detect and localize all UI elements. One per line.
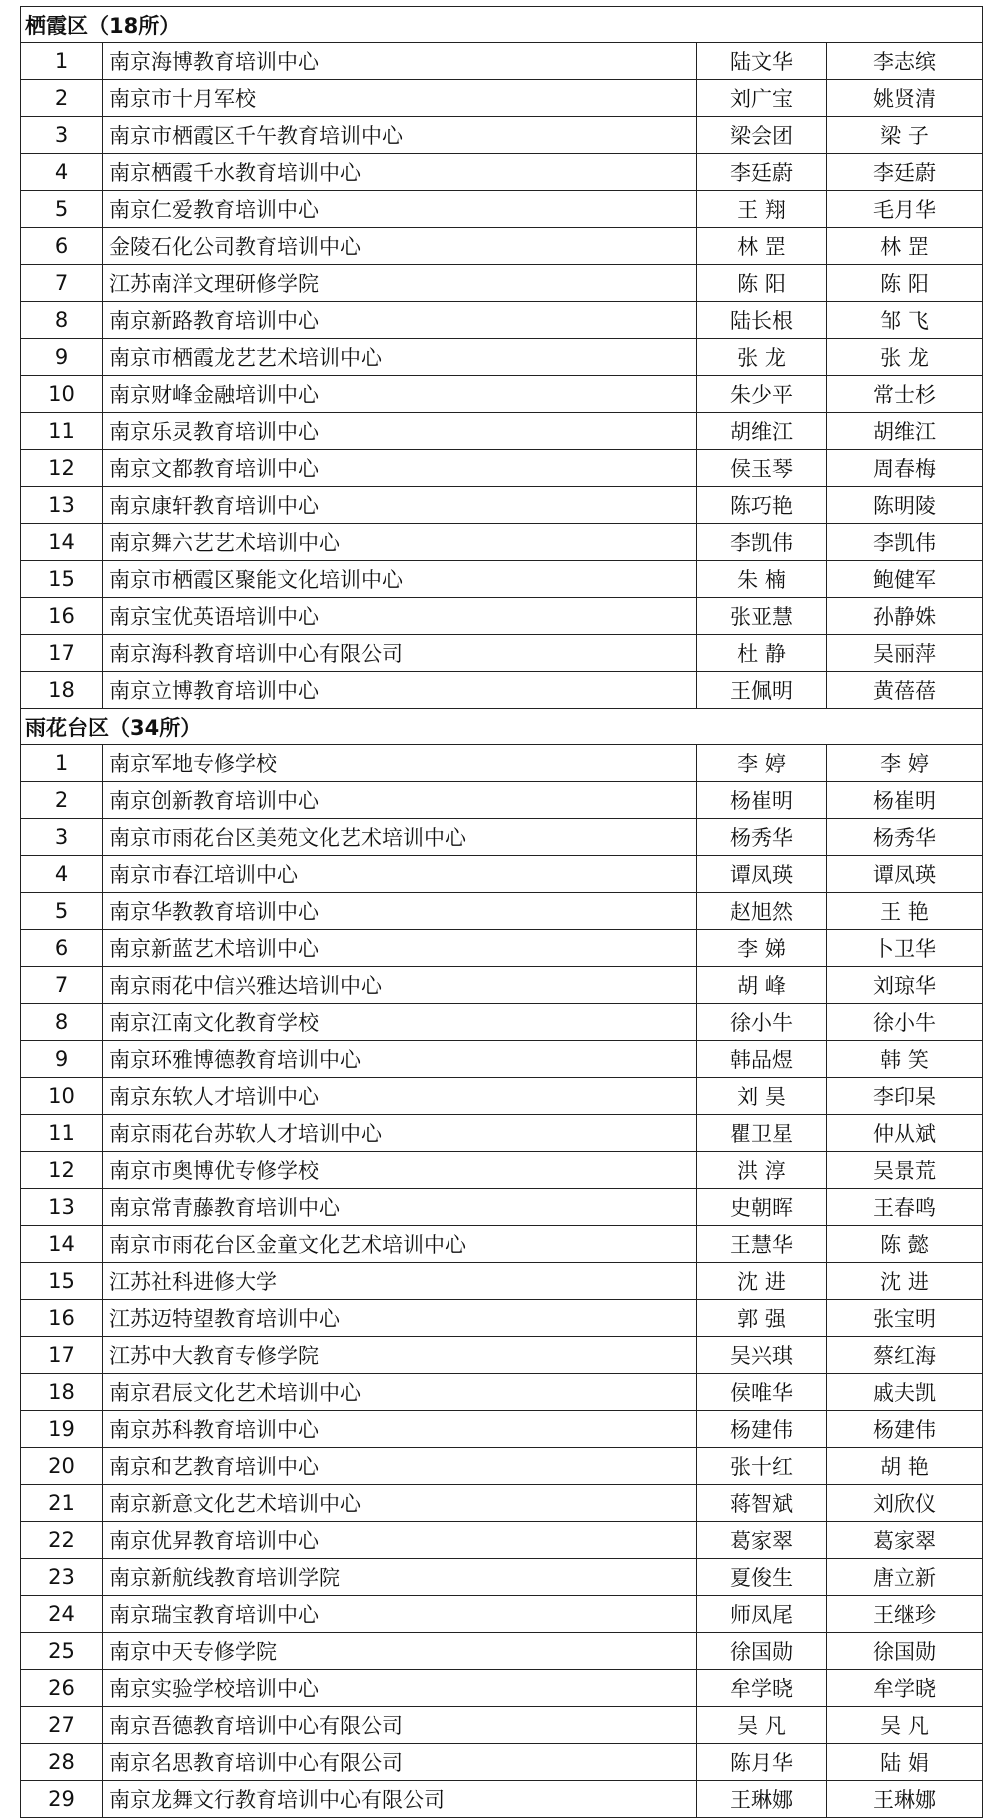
- legal-representative: 沈 进: [697, 1263, 827, 1300]
- table-row: [21, 1707, 983, 1744]
- institution-name: 南京市春江培训中心: [103, 856, 697, 893]
- row-number: 26: [21, 1670, 103, 1707]
- principal: 吴景荒: [827, 1152, 983, 1189]
- principal: 陈 阳: [827, 265, 983, 302]
- row-number: 17: [21, 1337, 103, 1374]
- district-title: 雨花台区（34所）: [21, 709, 983, 745]
- table-row: [21, 1115, 983, 1152]
- legal-representative: 林 罡: [697, 228, 827, 265]
- institution-name: 南京雨花台苏软人才培训中心: [103, 1115, 697, 1152]
- row-number: 2: [21, 80, 103, 117]
- school-table-body: [21, 7, 983, 1818]
- legal-representative: 吴 凡: [697, 1707, 827, 1744]
- legal-representative: 刘 昊: [697, 1078, 827, 1115]
- row-number: 19: [21, 1411, 103, 1448]
- principal: 陈 懿: [827, 1226, 983, 1263]
- table-row: [21, 1448, 983, 1485]
- institution-name: 南京市栖霞区聚能文化培训中心: [103, 561, 697, 598]
- institution-name: 南京龙舞文行教育培训中心有限公司: [103, 1781, 697, 1818]
- principal: 邹 飞: [827, 302, 983, 339]
- legal-representative: 李 婷: [697, 745, 827, 782]
- principal: 周春梅: [827, 450, 983, 487]
- row-number: 14: [21, 1226, 103, 1263]
- institution-name: 南京新路教育培训中心: [103, 302, 697, 339]
- table-row: [21, 1633, 983, 1670]
- principal: 黄蓓蓓: [827, 672, 983, 709]
- legal-representative: 陈巧艳: [697, 487, 827, 524]
- legal-representative: 杨崔明: [697, 782, 827, 819]
- district-header-row: [21, 7, 983, 43]
- legal-representative: 赵旭然: [697, 893, 827, 930]
- principal: 胡 艳: [827, 1448, 983, 1485]
- institution-name: 南京江南文化教育学校: [103, 1004, 697, 1041]
- table-row: [21, 1485, 983, 1522]
- table-row: [21, 745, 983, 782]
- principal: 葛家翠: [827, 1522, 983, 1559]
- institution-name: 南京财峰金融培训中心: [103, 376, 697, 413]
- legal-representative: 张亚慧: [697, 598, 827, 635]
- legal-representative: 陆文华: [697, 43, 827, 80]
- row-number: 10: [21, 376, 103, 413]
- legal-representative: 吴兴琪: [697, 1337, 827, 1374]
- row-number: 9: [21, 1041, 103, 1078]
- table-row: [21, 1337, 983, 1374]
- principal: 杨秀华: [827, 819, 983, 856]
- row-number: 4: [21, 154, 103, 191]
- legal-representative: 瞿卫星: [697, 1115, 827, 1152]
- institution-name: 南京和艺教育培训中心: [103, 1448, 697, 1485]
- principal: 梁 子: [827, 117, 983, 154]
- institution-name: 南京市雨花台区金童文化艺术培训中心: [103, 1226, 697, 1263]
- legal-representative: 张十红: [697, 1448, 827, 1485]
- principal: 徐小牛: [827, 1004, 983, 1041]
- row-number: 11: [21, 1115, 103, 1152]
- institution-name: 南京乐灵教育培训中心: [103, 413, 697, 450]
- row-number: 8: [21, 1004, 103, 1041]
- principal: 杨建伟: [827, 1411, 983, 1448]
- legal-representative: 王慧华: [697, 1226, 827, 1263]
- principal: 林 罡: [827, 228, 983, 265]
- table-row: [21, 376, 983, 413]
- row-number: 20: [21, 1448, 103, 1485]
- principal: 常士杉: [827, 376, 983, 413]
- row-number: 3: [21, 819, 103, 856]
- principal: 胡维江: [827, 413, 983, 450]
- row-number: 28: [21, 1744, 103, 1781]
- institution-name: 南京市栖霞龙艺艺术培训中心: [103, 339, 697, 376]
- principal: 张宝明: [827, 1300, 983, 1337]
- institution-name: 金陵石化公司教育培训中心: [103, 228, 697, 265]
- table-row: [21, 117, 983, 154]
- legal-representative: 韩品煜: [697, 1041, 827, 1078]
- legal-representative: 徐国勋: [697, 1633, 827, 1670]
- legal-representative: 李 娣: [697, 930, 827, 967]
- table-row: [21, 1226, 983, 1263]
- district-title: 栖霞区（18所）: [21, 7, 983, 43]
- institution-name: 南京中天专修学院: [103, 1633, 697, 1670]
- row-number: 29: [21, 1781, 103, 1818]
- table-row: [21, 1004, 983, 1041]
- table-row: [21, 1152, 983, 1189]
- institution-name: 南京舞六艺艺术培训中心: [103, 524, 697, 561]
- institution-name: 南京实验学校培训中心: [103, 1670, 697, 1707]
- principal: 仲从斌: [827, 1115, 983, 1152]
- legal-representative: 侯玉琴: [697, 450, 827, 487]
- legal-representative: 梁会团: [697, 117, 827, 154]
- legal-representative: 葛家翠: [697, 1522, 827, 1559]
- table-row: [21, 635, 983, 672]
- row-number: 1: [21, 745, 103, 782]
- table-row: [21, 413, 983, 450]
- row-number: 8: [21, 302, 103, 339]
- row-number: 27: [21, 1707, 103, 1744]
- principal: 吴 凡: [827, 1707, 983, 1744]
- legal-representative: 胡 峰: [697, 967, 827, 1004]
- row-number: 7: [21, 265, 103, 302]
- legal-representative: 郭 强: [697, 1300, 827, 1337]
- principal: 韩 笑: [827, 1041, 983, 1078]
- row-number: 11: [21, 413, 103, 450]
- row-number: 1: [21, 43, 103, 80]
- principal: 李凯伟: [827, 524, 983, 561]
- principal: 王继珍: [827, 1596, 983, 1633]
- table-row: [21, 80, 983, 117]
- legal-representative: 牟学晓: [697, 1670, 827, 1707]
- institution-name: 南京创新教育培训中心: [103, 782, 697, 819]
- school-table: [20, 6, 983, 1818]
- district-header-row: [21, 709, 983, 745]
- institution-name: 南京康轩教育培训中心: [103, 487, 697, 524]
- legal-representative: 王佩明: [697, 672, 827, 709]
- table-row: [21, 1781, 983, 1818]
- institution-name: 南京新蓝艺术培训中心: [103, 930, 697, 967]
- principal: 刘琼华: [827, 967, 983, 1004]
- principal: 刘欣仪: [827, 1485, 983, 1522]
- principal: 鲍健军: [827, 561, 983, 598]
- institution-name: 南京新意文化艺术培训中心: [103, 1485, 697, 1522]
- table-row: [21, 1744, 983, 1781]
- row-number: 2: [21, 782, 103, 819]
- legal-representative: 刘广宝: [697, 80, 827, 117]
- principal: 李 婷: [827, 745, 983, 782]
- school-list-sheet: [20, 6, 982, 1818]
- principal: 卜卫华: [827, 930, 983, 967]
- institution-name: 南京军地专修学校: [103, 745, 697, 782]
- institution-name: 江苏南洋文理研修学院: [103, 265, 697, 302]
- row-number: 25: [21, 1633, 103, 1670]
- row-number: 12: [21, 450, 103, 487]
- institution-name: 江苏中大教育专修学院: [103, 1337, 697, 1374]
- legal-representative: 徐小牛: [697, 1004, 827, 1041]
- legal-representative: 陈 阳: [697, 265, 827, 302]
- table-row: [21, 154, 983, 191]
- row-number: 12: [21, 1152, 103, 1189]
- legal-representative: 杨秀华: [697, 819, 827, 856]
- table-row: [21, 1078, 983, 1115]
- principal: 陈明陵: [827, 487, 983, 524]
- principal: 孙静姝: [827, 598, 983, 635]
- table-row: [21, 930, 983, 967]
- table-row: [21, 1263, 983, 1300]
- legal-representative: 蒋智斌: [697, 1485, 827, 1522]
- principal: 戚夫凯: [827, 1374, 983, 1411]
- institution-name: 南京栖霞千水教育培训中心: [103, 154, 697, 191]
- table-row: [21, 1596, 983, 1633]
- table-row: [21, 967, 983, 1004]
- institution-name: 南京苏科教育培训中心: [103, 1411, 697, 1448]
- principal: 徐国勋: [827, 1633, 983, 1670]
- legal-representative: 张 龙: [697, 339, 827, 376]
- row-number: 10: [21, 1078, 103, 1115]
- institution-name: 南京瑞宝教育培训中心: [103, 1596, 697, 1633]
- principal: 唐立新: [827, 1559, 983, 1596]
- legal-representative: 朱少平: [697, 376, 827, 413]
- legal-representative: 陆长根: [697, 302, 827, 339]
- institution-name: 南京市奥博优专修学校: [103, 1152, 697, 1189]
- principal: 李印杲: [827, 1078, 983, 1115]
- row-number: 13: [21, 487, 103, 524]
- table-row: [21, 265, 983, 302]
- institution-name: 南京常青藤教育培训中心: [103, 1189, 697, 1226]
- legal-representative: 胡维江: [697, 413, 827, 450]
- legal-representative: 洪 淳: [697, 1152, 827, 1189]
- institution-name: 南京雨花中信兴雅达培训中心: [103, 967, 697, 1004]
- row-number: 3: [21, 117, 103, 154]
- table-row: [21, 1411, 983, 1448]
- principal: 王 艳: [827, 893, 983, 930]
- row-number: 15: [21, 1263, 103, 1300]
- principal: 谭凤瑛: [827, 856, 983, 893]
- table-row: [21, 487, 983, 524]
- legal-representative: 师凤尾: [697, 1596, 827, 1633]
- principal: 张 龙: [827, 339, 983, 376]
- row-number: 5: [21, 191, 103, 228]
- institution-name: 江苏迈特望教育培训中心: [103, 1300, 697, 1337]
- table-row: [21, 1522, 983, 1559]
- legal-representative: 谭凤瑛: [697, 856, 827, 893]
- institution-name: 南京东软人才培训中心: [103, 1078, 697, 1115]
- principal: 王春鸣: [827, 1189, 983, 1226]
- principal: 蔡红海: [827, 1337, 983, 1374]
- table-row: [21, 228, 983, 265]
- row-number: 18: [21, 1374, 103, 1411]
- table-row: [21, 782, 983, 819]
- table-row: [21, 819, 983, 856]
- legal-representative: 侯唯华: [697, 1374, 827, 1411]
- legal-representative: 李凯伟: [697, 524, 827, 561]
- institution-name: 南京吾德教育培训中心有限公司: [103, 1707, 697, 1744]
- row-number: 6: [21, 228, 103, 265]
- row-number: 16: [21, 1300, 103, 1337]
- table-row: [21, 302, 983, 339]
- row-number: 9: [21, 339, 103, 376]
- row-number: 16: [21, 598, 103, 635]
- principal: 王琳娜: [827, 1781, 983, 1818]
- principal: 陆 娟: [827, 1744, 983, 1781]
- table-row: [21, 1670, 983, 1707]
- row-number: 22: [21, 1522, 103, 1559]
- row-number: 4: [21, 856, 103, 893]
- principal: 沈 进: [827, 1263, 983, 1300]
- institution-name: 江苏社科进修大学: [103, 1263, 697, 1300]
- institution-name: 南京优昇教育培训中心: [103, 1522, 697, 1559]
- row-number: 24: [21, 1596, 103, 1633]
- row-number: 13: [21, 1189, 103, 1226]
- row-number: 15: [21, 561, 103, 598]
- table-row: [21, 561, 983, 598]
- legal-representative: 朱 楠: [697, 561, 827, 598]
- principal: 吴丽萍: [827, 635, 983, 672]
- legal-representative: 杨建伟: [697, 1411, 827, 1448]
- legal-representative: 王 翔: [697, 191, 827, 228]
- row-number: 21: [21, 1485, 103, 1522]
- table-row: [21, 672, 983, 709]
- institution-name: 南京海博教育培训中心: [103, 43, 697, 80]
- table-row: [21, 1559, 983, 1596]
- table-row: [21, 1300, 983, 1337]
- table-row: [21, 1041, 983, 1078]
- institution-name: 南京文都教育培训中心: [103, 450, 697, 487]
- institution-name: 南京市雨花台区美苑文化艺术培训中心: [103, 819, 697, 856]
- principal: 牟学晓: [827, 1670, 983, 1707]
- legal-representative: 夏俊生: [697, 1559, 827, 1596]
- principal: 李志缤: [827, 43, 983, 80]
- legal-representative: 陈月华: [697, 1744, 827, 1781]
- legal-representative: 史朝晖: [697, 1189, 827, 1226]
- principal: 杨崔明: [827, 782, 983, 819]
- institution-name: 南京环雅博德教育培训中心: [103, 1041, 697, 1078]
- row-number: 23: [21, 1559, 103, 1596]
- principal: 毛月华: [827, 191, 983, 228]
- principal: 姚贤清: [827, 80, 983, 117]
- institution-name: 南京君辰文化艺术培训中心: [103, 1374, 697, 1411]
- institution-name: 南京仁爱教育培训中心: [103, 191, 697, 228]
- institution-name: 南京宝优英语培训中心: [103, 598, 697, 635]
- table-row: [21, 43, 983, 80]
- institution-name: 南京立博教育培训中心: [103, 672, 697, 709]
- legal-representative: 王琳娜: [697, 1781, 827, 1818]
- row-number: 6: [21, 930, 103, 967]
- legal-representative: 李廷蔚: [697, 154, 827, 191]
- table-row: [21, 856, 983, 893]
- row-number: 18: [21, 672, 103, 709]
- institution-name: 南京名思教育培训中心有限公司: [103, 1744, 697, 1781]
- institution-name: 南京新航线教育培训学院: [103, 1559, 697, 1596]
- table-row: [21, 450, 983, 487]
- institution-name: 南京市十月军校: [103, 80, 697, 117]
- institution-name: 南京海科教育培训中心有限公司: [103, 635, 697, 672]
- row-number: 17: [21, 635, 103, 672]
- institution-name: 南京市栖霞区千午教育培训中心: [103, 117, 697, 154]
- table-row: [21, 893, 983, 930]
- row-number: 7: [21, 967, 103, 1004]
- row-number: 14: [21, 524, 103, 561]
- table-row: [21, 524, 983, 561]
- table-row: [21, 339, 983, 376]
- table-row: [21, 191, 983, 228]
- institution-name: 南京华教教育培训中心: [103, 893, 697, 930]
- table-row: [21, 1374, 983, 1411]
- table-row: [21, 598, 983, 635]
- row-number: 5: [21, 893, 103, 930]
- principal: 李廷蔚: [827, 154, 983, 191]
- table-row: [21, 1189, 983, 1226]
- legal-representative: 杜 静: [697, 635, 827, 672]
